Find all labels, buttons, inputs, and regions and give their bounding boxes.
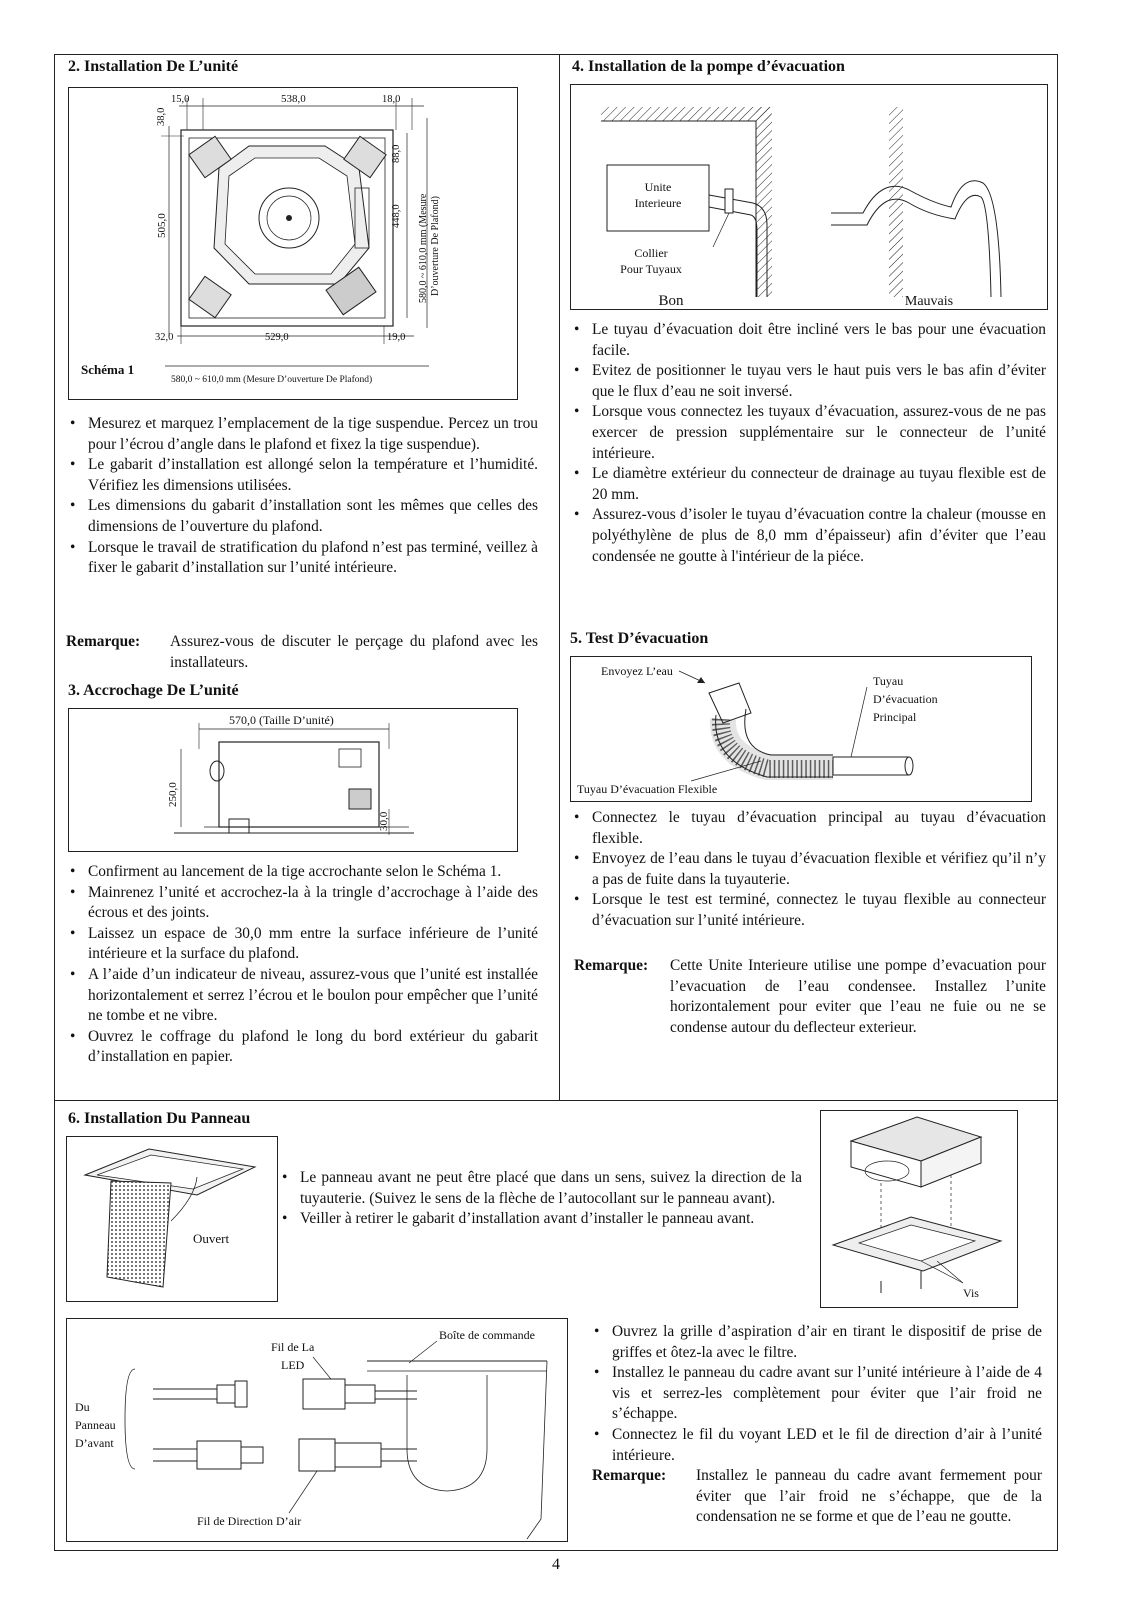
list-item: • Les dimensions du gabarit d’installation sont les mêmes que celles des dimensions de l’ouverture du plafond.	[66, 496, 538, 537]
schema-1-figure	[68, 87, 518, 400]
list-item: • Le diamètre extérieur du connecteur de drainage au tuyau flexible est de 20 mm.	[570, 464, 1046, 505]
list-item: • Evitez de positionner le tuyau vers le haut puis vers le bas afin d’éviter que le flux d’eau ne soit inversé.	[570, 361, 1046, 402]
dim-448: 448,0	[391, 204, 402, 228]
schema-label: Schéma 1	[81, 362, 135, 377]
panel-screw-figure	[820, 1110, 1018, 1308]
tuyau-label-3: Principal	[873, 710, 917, 724]
du-label: Du	[75, 1400, 90, 1414]
dim-30: 30,0	[378, 811, 390, 831]
list-item: • Confirment au lancement de la tige accrochante selon le Schéma 1.	[66, 862, 538, 883]
fil-led-label-1: Fil de La	[271, 1340, 315, 1354]
fil-dir-label: Fil de Direction D’air	[197, 1514, 302, 1528]
remark-text: Assurez-vous de discuter le perçage du plafond avec les installateurs.	[170, 633, 538, 671]
boite-label: Boîte de commande	[439, 1328, 535, 1342]
page-number: 4	[552, 1556, 560, 1573]
list-item: • Le panneau avant ne peut être placé que dans un sens, suivez la direction de la tuyauterie. (Suivez le sens de la flèche de l’autocollant sur le panneau avant).	[278, 1168, 802, 1209]
unite-label-2: Interieure	[634, 196, 682, 210]
hanging-drawing	[69, 709, 517, 851]
list-item: • Laissez un espace de 30,0 mm entre la surface inférieure de l’unité intérieure et la surface du plafond.	[66, 924, 538, 965]
collier-label-2: Pour Tuyaux	[620, 262, 682, 276]
dim-19: 19,0	[387, 332, 406, 343]
dim-38: 38,0	[156, 107, 167, 126]
fil-led-label-2: LED	[281, 1358, 305, 1372]
section-4-title: 4. Installation de la pompe d’évacuation	[572, 58, 845, 75]
section-6-bullets-a	[278, 1168, 802, 1230]
list-item: • Lorsque vous connectez les tuyaux d’évacuation, assurez-vous de ne pas exercer de pression supplémentaire sur le connecteur de l’unité intérieure.	[570, 402, 1046, 464]
panel-screw-drawing	[821, 1111, 1017, 1307]
dim-88: 88,0	[391, 144, 402, 163]
dim-taille: 570,0 (Taille D’unité)	[229, 713, 334, 727]
section-5-title: 5. Test D’évacuation	[570, 630, 709, 647]
dim-580-side-b: D’ouverture De Plafond)	[430, 196, 441, 296]
drain-pump-figure	[570, 84, 1048, 310]
envoyez-label: Envoyez L’eau	[601, 664, 673, 678]
dim-580-bottom: 580,0 ~ 610,0 mm (Mesure D’ouverture De Plafond)	[171, 375, 373, 385]
dim-32: 32,0	[155, 332, 174, 343]
section-2-bullets	[66, 414, 538, 579]
remark-text: Installez le panneau du cadre avant fermement pour éviter que l’air froid ne s’échappe, que de la condensation ne se forme et que de l’eau ne goutte.	[696, 1467, 1042, 1526]
list-item: • Installez le panneau du cadre avant sur l’unité intérieure à l’aide de 4 vis et serrez-les complètement pour éviter que l’air froid ne s’échappe.	[590, 1363, 1042, 1425]
list-item: • Envoyez de l’eau dans le tuyau d’évacuation flexible et vérifiez qu’il n’y a pas de fuite dans la tuyauterie.	[570, 849, 1046, 890]
section-2-title: 2. Installation De L’unité	[68, 58, 239, 75]
drain-test-figure	[570, 656, 1032, 802]
list-item: • Ouvrez la grille d’aspiration d’air en tirant le dispositif de prise de griffes et ôtez-la avec le filtre.	[590, 1322, 1042, 1363]
wiring-figure	[66, 1318, 568, 1542]
remark-label: Remarque:	[592, 1467, 667, 1484]
flexible-label: Tuyau D’évacuation Flexible	[577, 782, 718, 796]
dim-529: 529,0	[265, 332, 289, 343]
section-divider	[54, 1100, 1057, 1101]
dim-505: 505,0	[156, 213, 168, 238]
section-5-remark	[574, 956, 1046, 1060]
remark-text: Cette Unite Interieure utilise une pompe d’evacuation pour l’evacuation de l’eau condensee. Installez l’unite horizontalement pour eviter que l’eau ne fuie ou ne se condense autour du deflecteur exterieur.	[670, 957, 1046, 1036]
list-item: • Mainrenez l’unité et accrochez-la à la tringle d’accrochage à l’aide des écrous et des joints.	[66, 883, 538, 924]
list-item: • Lorsque le travail de stratification du plafond n’est pas terminé, veillez à fixer le gabarit d’installation sur l’unité intérieure.	[66, 538, 538, 579]
tuyau-label-1: Tuyau	[873, 674, 904, 688]
section-4-bullets	[570, 320, 1046, 567]
dim-538: 538,0	[281, 93, 306, 105]
remark-label: Remarque:	[574, 957, 649, 974]
davant-label: D’avant	[75, 1436, 114, 1450]
drain-test-drawing	[571, 657, 1031, 801]
list-item: • Mesurez et marquez l’emplacement de la tige suspendue. Percez un trou pour l’écrou d’angle dans le plafond et fixez la tige suspendue).	[66, 414, 538, 455]
mauvais-label: Mauvais	[904, 294, 954, 309]
section-6-title: 6. Installation Du Panneau	[68, 1110, 251, 1127]
section-3-bullets	[66, 862, 538, 1068]
collier-label-1: Collier	[634, 246, 668, 260]
panel-open-figure	[66, 1136, 278, 1302]
panel-open-drawing	[67, 1137, 277, 1301]
unite-label-1: Unite	[644, 180, 672, 194]
unit-dimension-drawing	[69, 88, 517, 399]
list-item: • Assurez-vous d’isoler le tuyau d’évacuation contre la chaleur (mousse en polyéthylène de plus de 8,0 mm d’épaisseur) afin d’éviter que l’eau condensée ne goutte à l'intérieur de la piéce.	[570, 505, 1046, 567]
section-5-bullets	[570, 808, 1046, 932]
panneau-label: Panneau	[75, 1418, 116, 1432]
list-item: • Connectez le fil du voyant LED et le fil de direction d’air à l’unité intérieure.	[590, 1425, 1042, 1466]
dim-18: 18,0	[382, 94, 401, 105]
wiring-drawing	[67, 1319, 567, 1541]
list-item: • Le gabarit d’installation est allongé selon la température et l’humidité. Vérifiez les dimensions utilisées.	[66, 455, 538, 496]
dim-15: 15,0	[171, 94, 190, 105]
column-divider	[559, 54, 560, 1100]
list-item: • Le tuyau d’évacuation doit être incliné vers le bas pour une évacuation facile.	[570, 320, 1046, 361]
list-item: • Ouvrez le coffrage du plafond le long du bord extérieur du gabarit d’installation en papier.	[66, 1027, 538, 1068]
section-6-bullets-b	[590, 1322, 1042, 1466]
dim-580-side-a: 580,0 ~ 610,0 mm (Mesure	[418, 193, 429, 303]
bon-label: Bon	[658, 293, 684, 309]
list-item: • Veiller à retirer le gabarit d’installation avant d’installer le panneau avant.	[278, 1209, 802, 1230]
dim-250: 250,0	[167, 782, 179, 807]
section-2-remark	[66, 632, 538, 674]
list-item: • Connectez le tuyau d’évacuation principal au tuyau d’évacuation flexible.	[570, 808, 1046, 849]
list-item: • A l’aide d’un indicateur de niveau, assurez-vous que l’unité est installée horizontalement et serrez l’écrou et le boulon pour empêcher que l’unité ne tombe et ne vibre.	[66, 965, 538, 1027]
remark-label: Remarque:	[66, 633, 141, 650]
hanging-figure	[68, 708, 518, 852]
section-3-title: 3. Accrochage De L’unité	[68, 682, 239, 699]
list-item: • Lorsque le test est terminé, connectez le tuyau flexible au connecteur d’évacuation sur l’unité intérieure.	[570, 890, 1046, 931]
drain-pump-drawing	[571, 85, 1047, 309]
vis-label: Vis	[963, 1286, 979, 1300]
section-6-remark	[592, 1466, 1042, 1548]
ouvert-label: Ouvert	[193, 1231, 230, 1246]
tuyau-label-2: D’évacuation	[873, 692, 938, 706]
